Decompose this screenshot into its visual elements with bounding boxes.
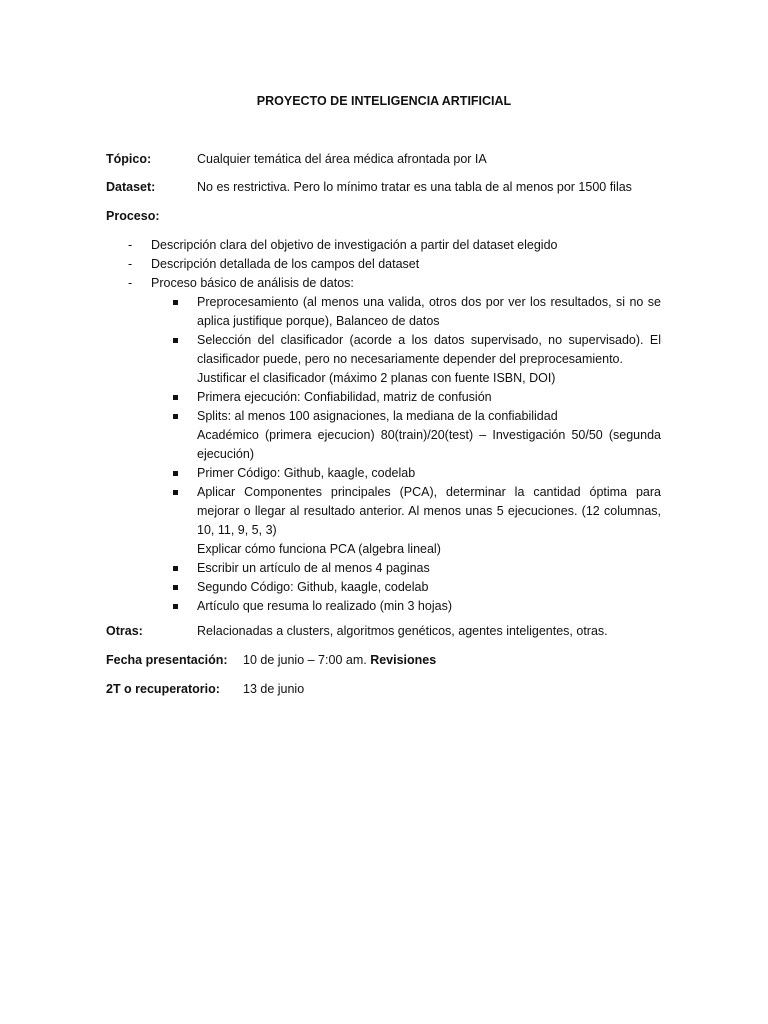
fecha-value: 10 de junio – 7:00 am. (243, 653, 371, 667)
dataset-label: Dataset: (106, 180, 156, 194)
document-title: PROYECTO DE INTELIGENCIA ARTIFICIAL (256, 94, 512, 108)
dash-bullet: - (128, 238, 133, 252)
sublist-item-text: Selección del clasificador (acorde a los datos supervisado, no supervisado). El clasificador puede, pero no necesariamente depender del preprocesamiento. (197, 333, 661, 366)
square-bullet-icon (173, 585, 178, 590)
square-bullet-icon (173, 566, 178, 571)
sublist-item (151, 483, 661, 559)
sublist-item-text: Splits: al menos 100 asignaciones, la mediana de la confiabilidad (197, 409, 558, 423)
sublist-item-text: Escribir un artículo de al menos 4 paginas (197, 561, 430, 575)
square-bullet-icon (173, 471, 178, 476)
topico-value: Cualquier temática del área médica afrontada por IA (197, 152, 487, 166)
dash-bullet: - (128, 257, 133, 271)
dash-bullet: - (128, 276, 133, 290)
sublist-item-text: Primer Código: Github, kaagle, codelab (197, 466, 416, 480)
otras-label: Otras: (106, 624, 143, 638)
analisis-sublist (151, 293, 666, 616)
fecha-row (106, 651, 437, 670)
recuperatorio-value: 13 de junio (243, 682, 305, 696)
sublist-item-extra: Académico (primera ejecucion) 80(train)/20(test) – Investigación 50/50 (segunda ejecución) (197, 428, 661, 461)
dataset-value: No es restrictiva. Pero lo mínimo tratar es una tabla de al menos por 1500 filas (197, 180, 632, 194)
list-item-text: Descripción clara del objetivo de investigación a partir del dataset elegido (151, 238, 558, 252)
square-bullet-icon (173, 414, 178, 419)
sublist-item-extra: Justificar el clasificador (máximo 2 planas con fuente ISBN, DOI) (197, 371, 556, 385)
list-item (106, 236, 666, 255)
topico-row (106, 150, 487, 169)
square-bullet-icon (173, 300, 178, 305)
sublist-item (151, 407, 661, 464)
sublist-item-text: Aplicar Componentes principales (PCA), determinar la cantidad óptima para mejorar o llegar al resultado anterior. Al menos unas 5 ejecuciones. (12 columnas, 10, 11, 9, 5, 3) (197, 485, 661, 537)
sublist-item-text: Artículo que resuma lo realizado (min 3 hojas) (197, 599, 452, 613)
sublist-item (151, 559, 661, 578)
sublist-item-extra: Explicar cómo funciona PCA (algebra lineal) (197, 542, 441, 556)
list-item (106, 274, 666, 616)
sublist-item (151, 331, 661, 388)
sublist-item (151, 597, 661, 616)
otras-row (106, 622, 608, 641)
proceso-list (106, 236, 666, 616)
proceso-row (106, 207, 160, 226)
list-item (106, 255, 666, 274)
sublist-item-text: Primera ejecución: Confiabilidad, matriz de confusión (197, 390, 492, 404)
recuperatorio-row (106, 680, 305, 699)
square-bullet-icon (173, 395, 178, 400)
sublist-item-text: Preprocesamiento (al menos una valida, otros dos por ver los resultados, si no se aplica justifique porque), Balanceo de datos (197, 295, 661, 328)
proceso-label: Proceso: (106, 209, 160, 223)
fecha-value-wrap (243, 651, 436, 670)
list-item-text: Proceso básico de análisis de datos: (151, 276, 354, 290)
sublist-item (151, 293, 661, 331)
sublist-item (151, 578, 661, 597)
fecha-revisiones: Revisiones (370, 653, 437, 667)
square-bullet-icon (173, 490, 178, 495)
square-bullet-icon (173, 338, 178, 343)
fecha-label: Fecha presentación: (106, 653, 228, 667)
topico-label: Tópico: (106, 152, 152, 166)
dataset-row (106, 178, 632, 197)
sublist-item (151, 464, 661, 483)
square-bullet-icon (173, 604, 178, 609)
recuperatorio-label: 2T o recuperatorio: (106, 682, 220, 696)
sublist-item-text: Segundo Código: Github, kaagle, codelab (197, 580, 429, 594)
otras-value: Relacionadas a clusters, algoritmos genéticos, agentes inteligentes, otras. (197, 624, 608, 638)
list-item-text: Descripción detallada de los campos del dataset (151, 257, 420, 271)
sublist-item (151, 388, 661, 407)
